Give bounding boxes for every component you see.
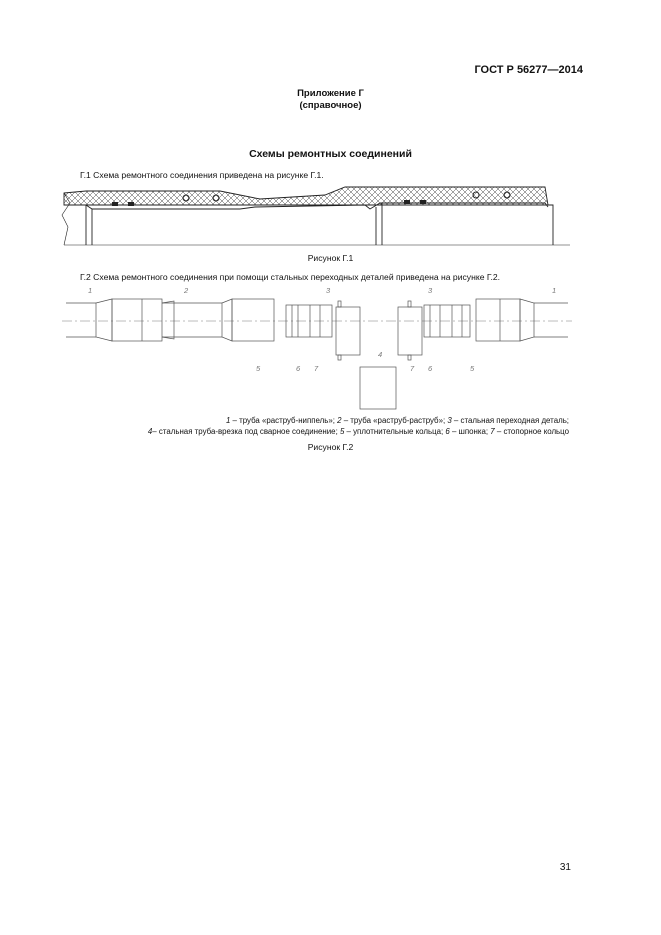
pipe-1-left xyxy=(66,299,162,341)
pipe-1-right xyxy=(476,299,568,341)
figure1-drawing xyxy=(0,183,661,253)
page-number: 31 xyxy=(559,862,571,873)
pipe-2 xyxy=(162,299,274,341)
appendix-subtitle: (справочное) xyxy=(299,100,362,111)
figure2-caption: Рисунок Г.2 xyxy=(307,442,354,452)
legend-line-2: 4– стальная труба-врезка под сварное соединение; 5 – уплотнительные кольца; 6 – шпонка; 7 – стопорное кольцо xyxy=(147,427,569,436)
appendix-title: Приложение Г xyxy=(297,88,364,99)
callout-3-left: 3 xyxy=(326,286,331,295)
section-title: Схемы ремонтных соединений xyxy=(249,148,412,160)
callout-1-right: 1 xyxy=(552,286,557,295)
callout-2: 2 xyxy=(184,286,189,295)
callout-6-left: 6 xyxy=(296,364,301,373)
callout-4: 4 xyxy=(378,350,383,359)
legend-line-1: 1 – труба «раструб-ниппель»; 2 – труба «раструб-раструб»; 3 – стальная переходная деталь; xyxy=(225,416,569,425)
pipe-walls xyxy=(62,187,570,245)
appendix-heading xyxy=(0,88,661,112)
figure2-drawing xyxy=(0,285,661,415)
cutout-pipe-4 xyxy=(360,367,396,409)
callout-5-left: 5 xyxy=(256,364,261,373)
figure2-legend xyxy=(148,415,569,437)
callout-3-right: 3 xyxy=(428,286,433,295)
callout-7-left: 7 xyxy=(314,364,319,373)
callout-6-right: 6 xyxy=(428,364,433,373)
figure1-intro: Г.1 Схема ремонтного соединения приведена на рисунке Г.1. xyxy=(80,170,324,180)
figure1-caption: Рисунок Г.1 xyxy=(307,253,354,263)
callout-5-right: 5 xyxy=(470,364,475,373)
steel-part-3-right xyxy=(398,301,470,360)
steel-part-3-left xyxy=(286,301,360,360)
document-header: ГОСТ Р 56277—2014 xyxy=(474,64,583,76)
callout-7-right: 7 xyxy=(410,364,415,373)
figure2-intro: Г.2 Схема ремонтного соединения при помощи стальных переходных деталей приведена на рисунке Г.2. xyxy=(80,272,501,282)
callout-1-left: 1 xyxy=(88,286,93,295)
